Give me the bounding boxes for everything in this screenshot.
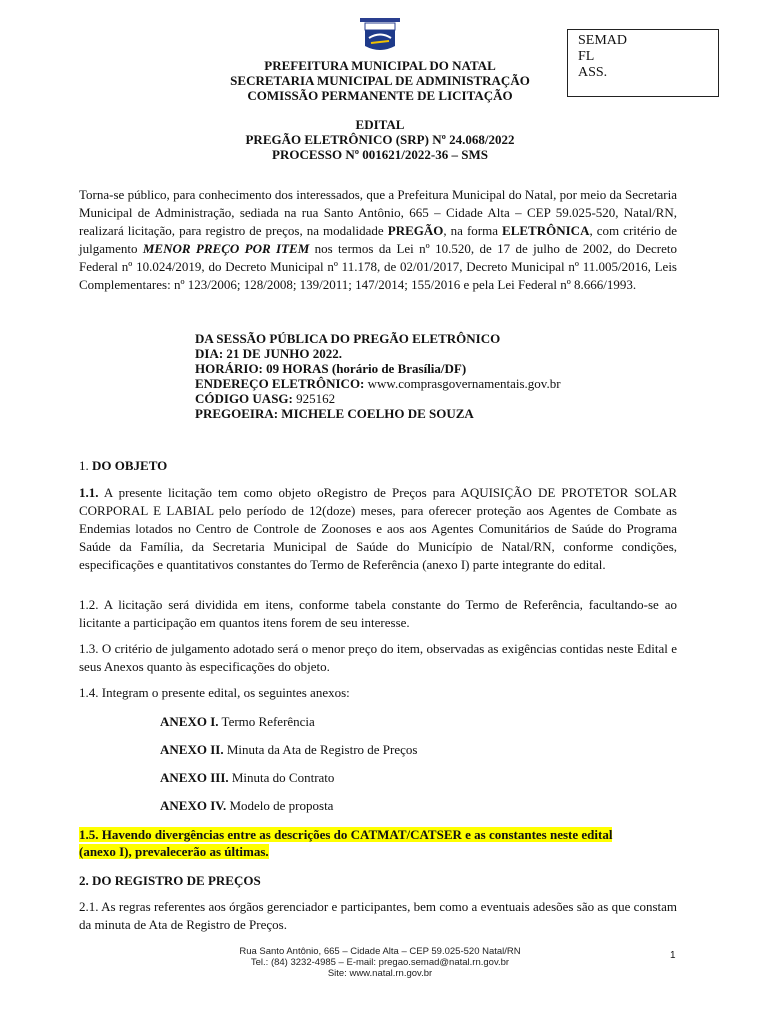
annex-label: ANEXO II. bbox=[160, 742, 224, 757]
p15-line1: 1.5. Havendo divergências entre as descrições do CATMAT/CATSER e as constantes neste edital bbox=[79, 827, 613, 842]
session-endereco-value: www.comprasgovernamentais.gov.br bbox=[364, 376, 561, 391]
paragraph-2-1: 2.1. As regras referentes aos órgãos gerenciador e participantes, bem como a eventuais adesões são as que constam da minuta de Ata de Registro de Preços. bbox=[79, 899, 677, 932]
section2-heading bbox=[79, 872, 677, 890]
annex-item bbox=[160, 714, 315, 729]
annex-item bbox=[160, 770, 334, 785]
section1-heading bbox=[79, 457, 677, 475]
intro-paragraph bbox=[79, 186, 677, 294]
intro-criterio: MENOR PREÇO POR ITEM bbox=[142, 241, 310, 256]
annex-label: ANEXO I. bbox=[160, 714, 219, 729]
intro-eletronica: ELETRÔNICA bbox=[502, 223, 590, 238]
paragraph-1-3: 1.3. O critério de julgamento adotado será o menor preço do item, observadas as exigências contidas neste Edital e seus Anexos quanto às especificações do objeto. bbox=[79, 641, 677, 674]
section2-title: 2. DO REGISTRO DE PREÇOS bbox=[79, 873, 261, 888]
title-processo: PROCESSO Nº 001621/2022-36 – SMS bbox=[272, 147, 488, 162]
page-footer bbox=[200, 946, 560, 979]
intro-text-2: , na forma bbox=[443, 223, 503, 238]
session-horario: HORÁRIO: 09 HORAS (horário de Brasília/DF) bbox=[195, 361, 467, 376]
header-secretaria: SECRETARIA MUNICIPAL DE ADMINISTRAÇÃO bbox=[230, 73, 530, 88]
annex-text: Minuta do Contrato bbox=[228, 770, 335, 785]
section1-number: 1. bbox=[79, 458, 92, 473]
annex-label: ANEXO III. bbox=[160, 770, 229, 785]
annex-item bbox=[160, 798, 333, 813]
p15-line2: (anexo I), prevalecerão as últimas. bbox=[79, 844, 269, 859]
footer-contact: Tel.: (84) 3232-4985 – E-mail: pregao.semad@natal.rn.gov.br bbox=[250, 957, 510, 968]
p11-number: 1.1. bbox=[79, 485, 99, 500]
intro-text-3: , com critério de julgamento bbox=[79, 223, 678, 256]
document-header bbox=[140, 58, 620, 103]
section1-title: DO OBJETO bbox=[92, 458, 168, 473]
session-pregoeira: PREGOEIRA: MICHELE COELHO DE SOUZA bbox=[195, 406, 474, 421]
title-pregao: PREGÃO ELETRÔNICO (SRP) Nº 24.068/2022 bbox=[245, 132, 515, 147]
session-endereco-label: ENDEREÇO ELETRÔNICO: bbox=[195, 376, 365, 391]
header-prefeitura: PREFEITURA MUNICIPAL DO NATAL bbox=[264, 58, 496, 73]
annex-item bbox=[160, 742, 417, 757]
header-comissao: COMISSÃO PERMANENTE DE LICITAÇÃO bbox=[247, 88, 513, 103]
title-edital: EDITAL bbox=[355, 117, 405, 132]
stamp-ass: ASS. bbox=[578, 65, 608, 80]
footer-address: Rua Santo Antônio, 665 – Cidade Alta – CEP 59.025-520 Natal/RN bbox=[239, 946, 521, 957]
session-dia: DIA: 21 DE JUNHO 2022. bbox=[195, 346, 342, 361]
page-number: 1 bbox=[670, 950, 676, 961]
paragraph-1-1 bbox=[79, 484, 677, 574]
stamp-fl: FL bbox=[578, 49, 595, 64]
paragraph-1-2: 1.2. A licitação será dividida em itens, conforme tabela constante do Termo de Referência, facultando-se ao licitante a participação em quantos itens forem de seu interesse. bbox=[79, 597, 677, 630]
annex-text: Minuta da Ata de Registro de Preços bbox=[223, 742, 418, 757]
intro-text-1: Torna-se público, para conhecimento dos interessados, que a Prefeitura Municipal do Natal, por meio da Secretaria Municipal de Administração, sediada na rua Santo Antônio, 665 – Cidade Alta – CEP 59.025-520, Natal/RN, realizará licitação, para registro de preços, na modalidade bbox=[79, 187, 677, 238]
document-title-block bbox=[140, 117, 620, 162]
p11-text: A presente licitação tem como objeto oRegistro de Preços para AQUISIÇÃO DE PROTETOR SOLAR CORPORAL E LABIAL pelo período de 12(doze) meses, para oferecer proteção aos Agentes de Combate as Endemias lotados no Centro de Controle de Zoonoses e aos aos Agentes Comunitários de Saúde do Programa Saúde da Família, da Secretaria Municipal de Saúde do Município de Natal/RN, conforme condições, especificações e quantitativos constantes do Termo de Referência (anexo I) parte integrante do edital. bbox=[79, 485, 677, 572]
session-uasg-value: 925162 bbox=[292, 391, 336, 406]
annex-label: ANEXO IV. bbox=[160, 798, 227, 813]
annex-text: Termo Referência bbox=[218, 714, 315, 729]
session-title: DA SESSÃO PÚBLICA DO PREGÃO ELETRÔNICO bbox=[195, 331, 501, 346]
session-info-block bbox=[195, 331, 675, 421]
intro-pregao: PREGÃO bbox=[387, 223, 444, 238]
paragraph-1-4: 1.4. Integram o presente edital, os seguintes anexos: bbox=[79, 685, 350, 700]
footer-site: Site: www.natal.rn.gov.br bbox=[327, 968, 433, 979]
session-uasg-label: CÓDIGO UASG: bbox=[195, 391, 293, 406]
annex-text: Modelo de proposta bbox=[226, 798, 334, 813]
city-coat-of-arms-logo bbox=[355, 16, 405, 56]
intro-text-4: nos termos da Lei nº 10.520, de 17 de julho de 2002, do Decreto Federal nº 10.024/2019, do Decreto Municipal nº 11.178, de 02/01/2017, Decreto Municipal nº 11.005/2016, Leis Complementares: nº 123/2006; 128/2008; 139/2011; 147/2014; 155/2016 e pela Lei Federal nº 8.666/1993. bbox=[79, 241, 677, 292]
stamp-semad: SEMAD bbox=[578, 33, 628, 48]
paragraph-1-5-highlighted bbox=[79, 826, 677, 860]
